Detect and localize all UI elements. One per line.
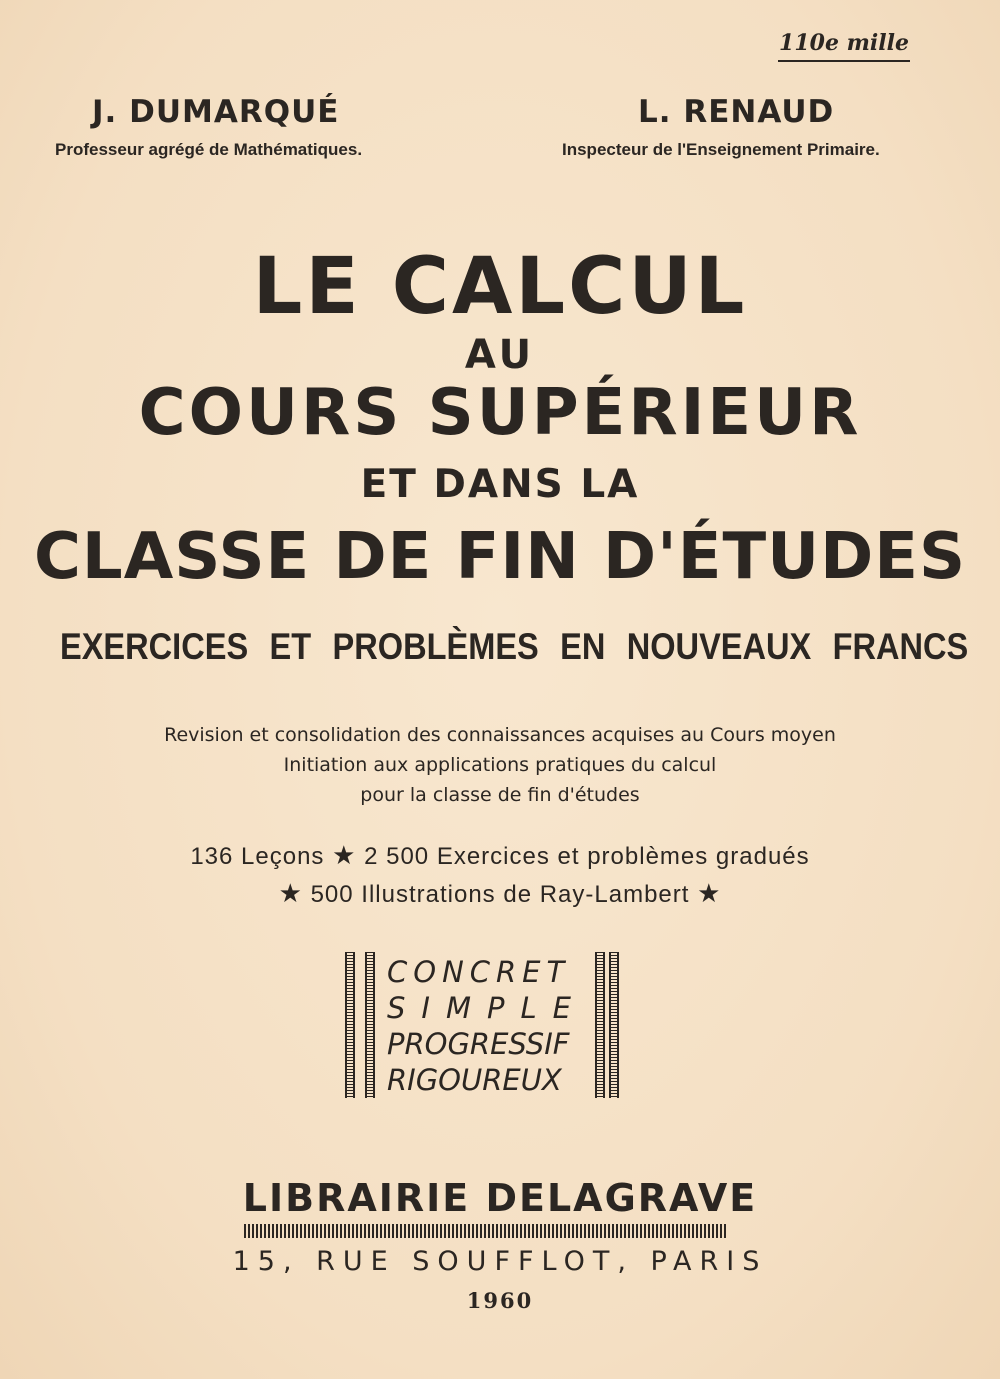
title-line-1: LE CALCUL: [252, 242, 748, 332]
publisher-address: 15, RUE SOUFFLOT, PARIS: [232, 1246, 768, 1277]
title-line-3: COURS SUPÉRIEUR: [138, 376, 862, 450]
title-line-2: AU: [464, 332, 536, 378]
exercises-count: 2 500 Exercices et problèmes gradués: [364, 843, 810, 870]
description-line-2: Initiation aux applications pratiques du calcul: [283, 754, 717, 776]
hatch-border-left: [345, 952, 355, 1098]
publication-year: 1960: [466, 1288, 534, 1313]
features-line-1: [0, 840, 1000, 871]
star-icon: ★: [278, 878, 303, 908]
hatch-border-right-inner: [595, 952, 605, 1098]
description-line-3: pour la classe de fin d'études: [360, 784, 640, 806]
lessons-count: 136 Leçons: [190, 843, 325, 870]
subtitle: EXERCICES ET PROBLÈMES EN NOUVEAUX FRANCS: [60, 626, 969, 667]
title-line-5: CLASSE DE FIN D'ÉTUDES: [33, 520, 967, 594]
features-line-2: [0, 878, 1000, 909]
hatch-border-left-inner: [365, 952, 375, 1098]
quality-rigoureux: RIGOUREUX: [387, 1063, 562, 1097]
hatch-border-right: [609, 952, 619, 1098]
hatched-rule: [244, 1224, 726, 1238]
author-1-role: Professeur agrégé de Mathématiques.: [55, 140, 363, 159]
quality-simple: SIMPLE: [387, 991, 587, 1025]
title-line-4: ET DANS LA: [360, 462, 640, 507]
star-icon: ★: [332, 840, 357, 870]
qualities-box: [345, 952, 625, 1098]
description: [0, 720, 1000, 810]
author-2-name: L. RENAUD: [638, 94, 835, 130]
author-1-name: J. DUMARQUÉ: [92, 94, 340, 130]
description-line-1: Revision et consolidation des connaissances acquises au Cours moyen: [164, 724, 836, 746]
star-icon: ★: [697, 878, 722, 908]
quality-concret: CONCRET: [387, 955, 571, 989]
illustrations-count: 500 Illustrations de Ray-Lambert: [310, 881, 690, 908]
qualities-list: [387, 954, 597, 1098]
author-2-role: Inspecteur de l'Enseignement Primaire.: [562, 140, 880, 159]
edition-label: 110e mille: [778, 30, 910, 62]
publisher-name: LIBRAIRIE DELAGRAVE: [242, 1176, 758, 1220]
quality-progressif: PROGRESSIF: [387, 1027, 570, 1061]
